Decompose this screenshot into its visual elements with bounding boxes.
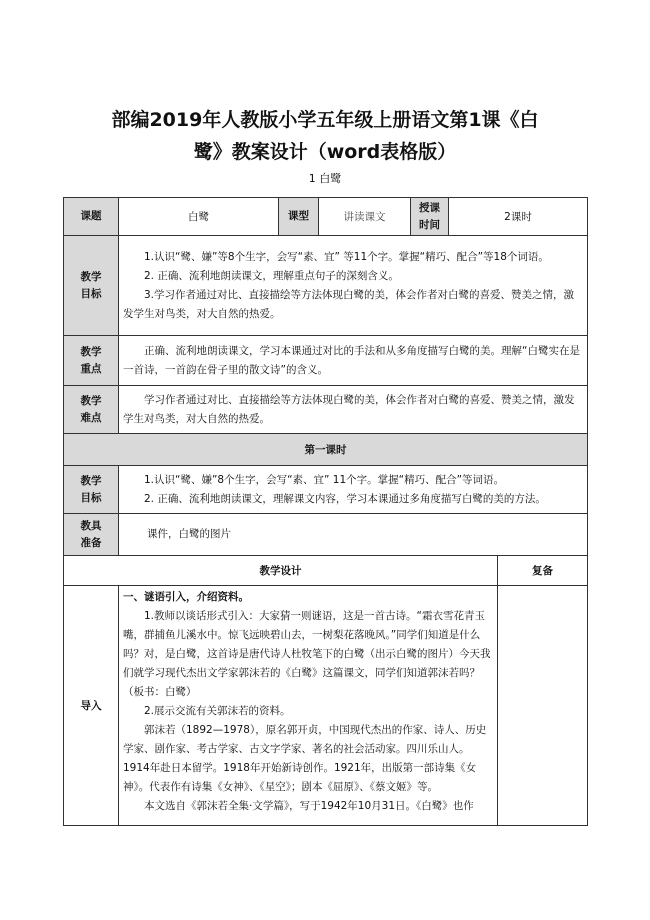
intro-heading: 一、谜语引入，介绍资料。 (123, 591, 249, 603)
period1-heading-row (64, 434, 588, 466)
difficulties-label: 教学难点 (64, 386, 119, 434)
doc-title-line2: 鹭》教案设计（word表格版） (193, 141, 457, 163)
tools-content (119, 514, 588, 556)
design-header-row (64, 556, 588, 586)
keypoints-label: 教学重点 (64, 336, 119, 386)
type-value: 讲读课文 (319, 198, 411, 236)
keypoints-text: 正确、流利地朗读课文，学习本课通过对比的手法和从多角度描写白鹭的美。理解“白鹭实在是一首诗，一首韵在骨子里的散文诗”的含义。 (123, 344, 580, 376)
topic-label: 课题 (64, 198, 119, 236)
doc-title-line1: 部编2019年人教版小学五年级上册语文第1课《白 (111, 109, 539, 131)
review-label: 复备 (498, 556, 588, 586)
goal-item: 2. 正确、流利地朗读课文，理解重点句子的深刻含义。 (144, 269, 399, 282)
lesson-plan-table (63, 197, 588, 826)
intro-content (119, 586, 498, 826)
intro-paragraph: 郭沫若（1892—1978），原名郭开贞，中国现代杰出的作家、诗人、历史学家、剧作家、考古学家、古文字学家、著名的社会活动家。四川乐山人。1914年赴日本留学。1918年开始新诗创作。1921年，出版第一部诗集《女神》。代表作有诗集《女神》、《星空》；剧本《屈原》、《蔡文姬》等。 (123, 724, 487, 793)
intro-paragraph: 本文选自《郭沫若全集·文学篇》，写于1942年10月31日。《白鹭》也作 (144, 800, 474, 812)
header-row (64, 198, 588, 236)
period1-goals-label: 教学目标 (64, 466, 119, 514)
time-label: 授课时间 (411, 198, 449, 236)
goals-content (119, 236, 588, 336)
goal-item: 1.认识“鹭、嫌”等8个生字，会写“素、宜” 等11个字。掌握“精巧、配合”等18个词语。 (144, 250, 549, 263)
lesson-heading: 1 白鹭 (308, 172, 342, 185)
topic-value: 白鹭 (119, 198, 279, 236)
keypoints-row (64, 336, 588, 386)
tools-row (64, 514, 588, 556)
goals-row (64, 236, 588, 336)
goals-label: 教学目标 (64, 236, 119, 336)
type-label: 课型 (279, 198, 319, 236)
difficulties-content (119, 386, 588, 434)
difficulties-text: 学习作者通过对比、直接描绘等方法体现白鹭的美，体会作者对白鹭的喜爱、赞美之情，激发学生对鸟类，对大自然的热爱。 (123, 393, 575, 425)
period1-goals-content (119, 466, 588, 514)
keypoints-content (119, 336, 588, 386)
period1-goals-row (64, 466, 588, 514)
intro-row (64, 586, 588, 826)
period1-goal-item: 2. 正确、流利地朗读课文，理解课文内容，学习本课通过多角度描写白鹭的美的方法。 (144, 492, 546, 505)
goal-item: 3.学习作者通过对比、直接描绘等方法体现白鹭的美，体会作者对白鹭的喜爱、赞美之情，激发学生对鸟类，对大自然的热爱。 (123, 288, 575, 320)
intro-paragraph: 1.教师以谈话形式引入：大家猜一则谜语，这是一首古诗。“霜衣雪花青玉嘴，群捕鱼儿溪水中。惊飞远映碧山去，一树梨花落晚风。”同学们知道是什么吗？对，是白鹭，这首诗是唐代诗人杜牧笔下的白鹭（出示白鹭的图片）今天我们就学习现代杰出文学家郭沫若的《白鹭》这篇课文，同学们知道郭沫若吗？（板书：白鹭） (123, 610, 491, 698)
difficulties-row (64, 386, 588, 434)
review-cell (498, 586, 588, 826)
intro-paragraph: 2.展示交流有关郭沫若的资料。 (144, 705, 291, 717)
period1-goal-item: 1.认识“鹭、嫌”8个生字，会写“素、宜” 11个字。掌握“精巧、配合”等词语。 (144, 473, 505, 486)
tools-label: 教具准备 (64, 514, 119, 556)
intro-label: 导入 (64, 586, 119, 826)
period1-heading: 第一课时 (64, 434, 588, 466)
tools-text: 课件，白鹭的图片 (147, 528, 231, 540)
time-value: 2课时 (449, 198, 588, 236)
design-label: 教学设计 (64, 556, 498, 586)
